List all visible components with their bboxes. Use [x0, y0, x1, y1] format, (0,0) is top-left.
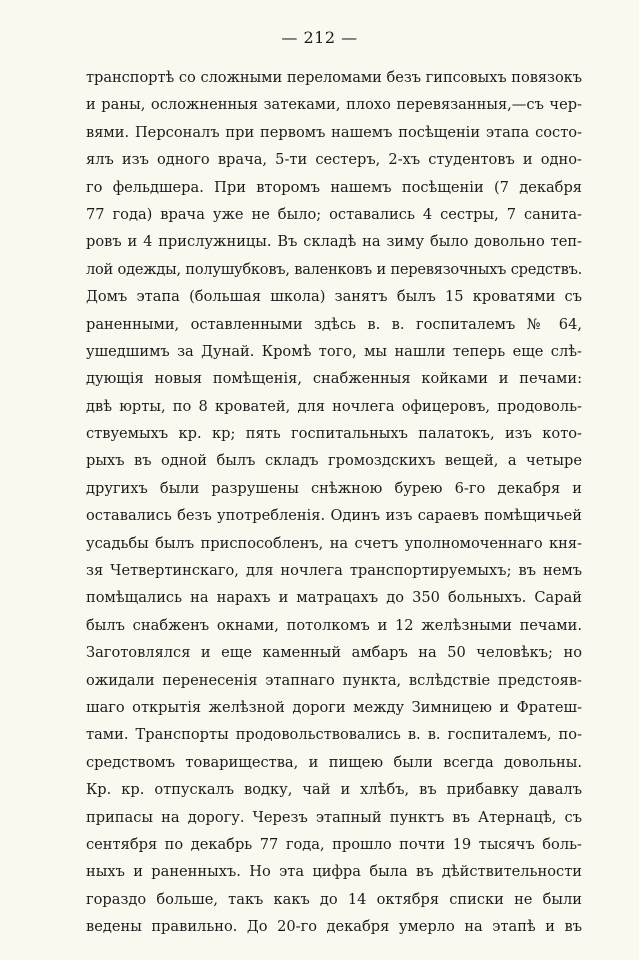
text-line: другихъ были разрушены снѣжною бурею 6-го декабря и [86, 479, 582, 497]
text-line: тами. Транспорты продовольствовались в. в. госпиталемъ, по- [86, 726, 582, 744]
text-line: сентября по декабрь 77 года, прошло почти 19 тысячъ боль- [86, 835, 582, 853]
text-line: былъ снабженъ окнами, потолкомъ и 12 желѣзными печами. [86, 616, 582, 634]
text-line: шаго открытія желѣзной дороги между Зимницею и Фратеш- [86, 698, 582, 716]
text-line: лой одежды, полушубковъ, валенковъ и перевязочныхъ средствъ. [86, 260, 582, 278]
text-line: Заготовлялся и еще каменный амбаръ на 50 человѣкъ; но [86, 644, 582, 662]
text-line: средствомъ товарищества, и пищею были всегда довольны. [86, 753, 582, 771]
text-line: помѣщались на нарахъ и матрацахъ до 350 больныхъ. Сарай [86, 589, 582, 607]
body-text [86, 64, 582, 941]
text-line: ныхъ и раненныхъ. Но эта цифра была въ дѣйствительности [86, 863, 582, 881]
text-line: зя Четвертинскаго, для ночлега транспортируемыхъ; въ немъ [86, 562, 582, 580]
text-line: ушедшимъ за Дунай. Кромѣ того, мы нашли теперь еще слѣ- [86, 342, 582, 360]
text-line: оставались безъ употребленія. Одинъ изъ сараевъ помѣщичьей [86, 507, 582, 525]
text-line: транспортѣ со сложными переломами безъ гипсовыхъ повязокъ [86, 69, 582, 86]
text-line: двѣ юрты, по 8 кроватей, для ночлега офицеровъ, продоволь- [86, 397, 582, 415]
text-line: рыхъ въ одной былъ складъ громоздскихъ вещей, а четыре [86, 452, 582, 470]
text-line: дующія новыя помѣщенія, снабженныя койками и печами: [86, 370, 582, 388]
text-line: го фельдшера. При второмъ нашемъ посѣщеніи (7 декабря [86, 178, 582, 196]
text-line: вями. Персоналъ при первомъ нашемъ посѣщеніи этапа состо- [86, 123, 582, 141]
text-line: раненными, оставленными здѣсь в. в. госпиталемъ № 64, [86, 315, 582, 333]
text-line: ожидали перенесенія этапнаго пункта, вслѣдствіе предстояв- [86, 671, 582, 689]
text-line: усадьбы былъ приспособленъ, на счетъ уполномоченнаго кня- [86, 534, 582, 552]
text-line: ведены правильно. До 20-го декабря умерло на этапѣ и въ [86, 918, 582, 936]
text-line: Домъ этапа (большая школа) занятъ былъ 15 кроватями съ [86, 288, 582, 306]
text-line: Кр. кр. отпускалъ водку, чай и хлѣбъ, въ прибавку давалъ [86, 781, 582, 799]
text-line: 77 года) врача уже не было; оставались 4 сестры, 7 санита- [86, 205, 582, 223]
text-line: ствуемыхъ кр. кр; пять госпитальныхъ палатокъ, изъ кото- [86, 425, 582, 443]
page-number: — 212 — [281, 28, 358, 47]
text-line: ялъ изъ одного врача, 5-ти сестеръ, 2-хъ студентовъ и одно- [86, 151, 582, 169]
text-line: и раны, осложненныя затеками, плохо перевязанныя,—съ чер- [86, 96, 582, 114]
text-line: ровъ и 4 прислужницы. Въ складѣ на зиму было довольно теп- [86, 233, 582, 251]
text-line: гораздо больше, такъ какъ до 14 октября списки не были [86, 890, 582, 908]
text-line: припасы на дорогу. Черезъ этапный пунктъ въ Атернацѣ, съ [86, 808, 582, 826]
